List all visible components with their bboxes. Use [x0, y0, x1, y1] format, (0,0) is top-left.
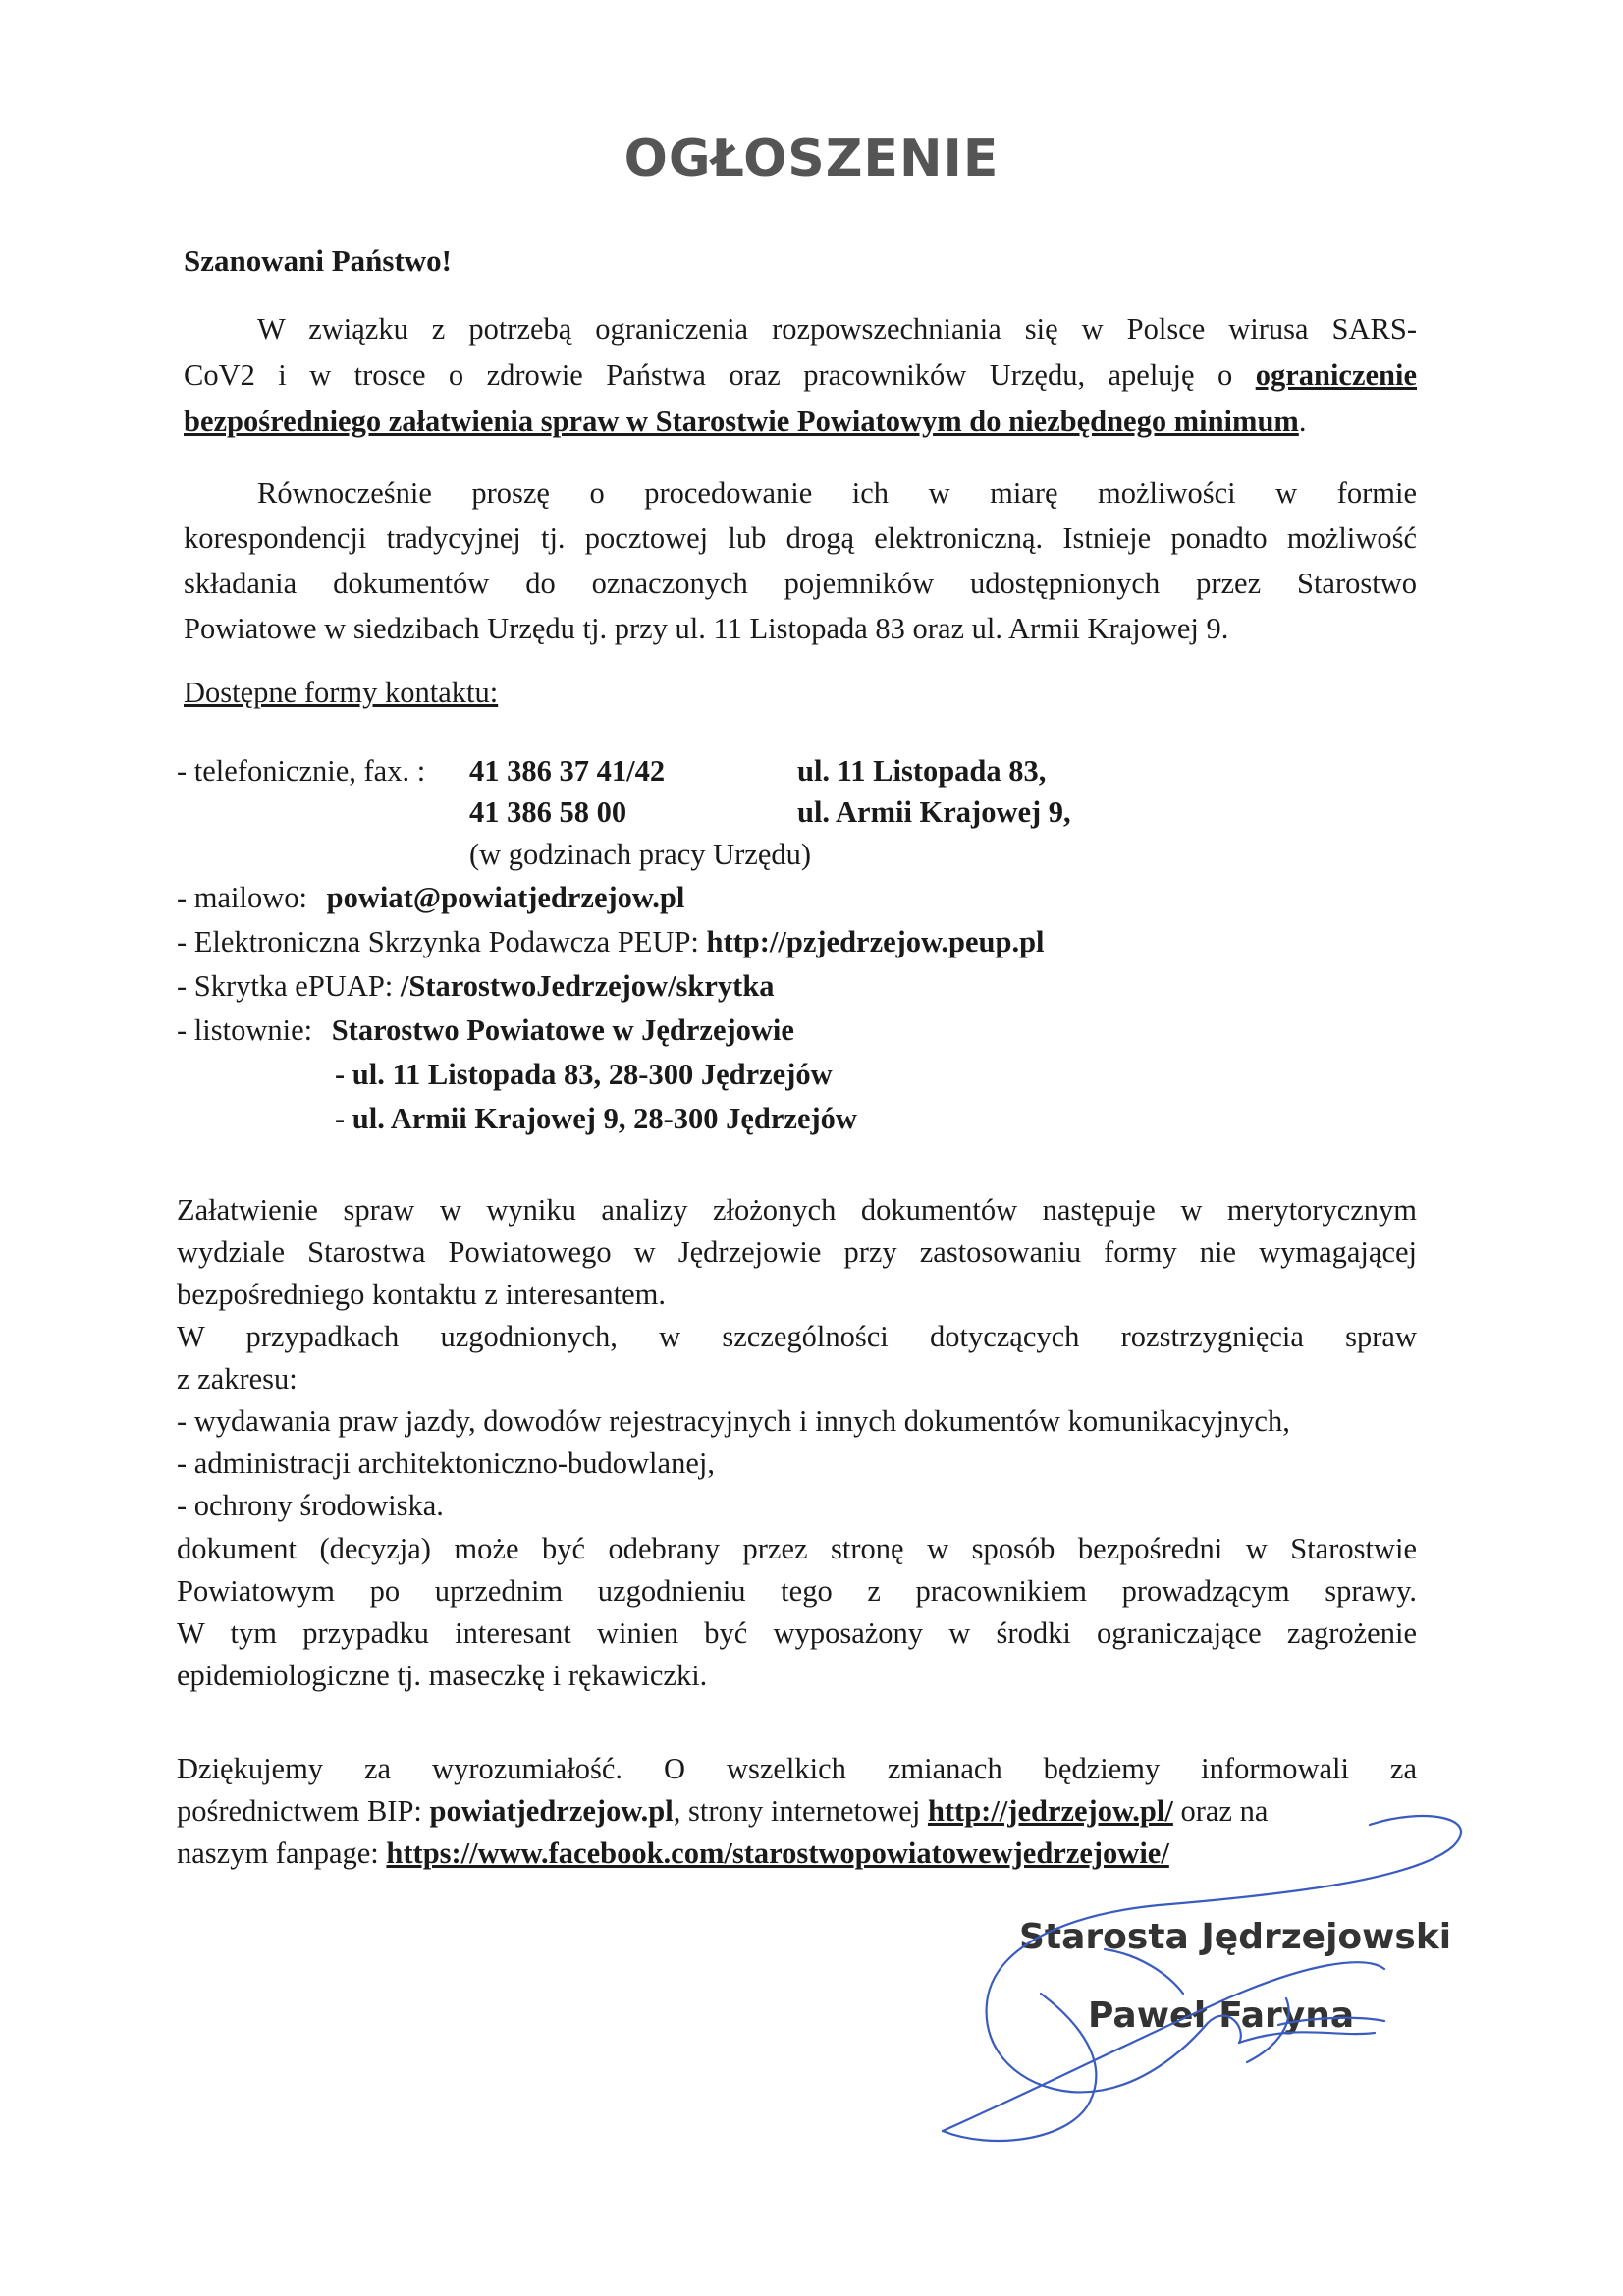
para2-line4: Powiatowe w siedzibach Urzędu tj. przy ul. 11 Listopada 83 oraz ul. Armii Krajowej 9. [184, 612, 1229, 645]
para4-line3: naszym fanpage: https://www.facebook.com/starostwopowiatowewjedrzejowie/ [177, 1836, 1169, 1870]
emphasis-text: ograniczenie [1255, 358, 1417, 392]
para1-line2: CoV2 i w trosce o zdrowie Państwa oraz pracowników Urzędu, apeluję o ograniczenie [184, 358, 1417, 392]
signature-name: Paweł Faryna [1088, 1995, 1355, 2036]
para3-line1: Załatwienie spraw w wyniku analizy złożonych dokumentów następuje w merytorycznym [177, 1193, 1417, 1227]
para3-line12: epidemiologiczne tj. maseczkę i rękawiczki. [177, 1659, 708, 1692]
para1-line1: W związku z potrzebą ograniczenia rozpowszechniania się w Polsce wirusa SARS- [257, 312, 1417, 346]
email-link[interactable]: powiat@powiatjedrzejow.pl [326, 881, 685, 914]
epuap-row: - Skrytka ePUAP: /StarostwoJedrzejow/skrytka [177, 969, 775, 1003]
para3-line9: dokument (decyzja) może być odebrany przez stronę w sposób bezpośredni w Starostwie [177, 1532, 1417, 1565]
para2-line2: korespondencji tradycyjnej tj. pocztowej lub drogą elektroniczną. Istnieje ponadto możliwość [184, 521, 1417, 555]
post-address-1: - ul. 11 Listopada 83, 28-300 Jędrzejów [335, 1058, 833, 1091]
para4-line2: pośrednictwem BIP: powiatjedrzejow.pl, strony internetowej http://jedrzejow.pl/ oraz na [177, 1794, 1269, 1828]
mail-row: - mailowo: powiat@powiatjedrzejow.pl [177, 881, 685, 914]
signature-role: Starosta Jędrzejowski [1019, 1917, 1452, 1957]
para2-line1: Równocześnie proszę o procedowanie ich w miarę możliwości w formie [257, 476, 1417, 510]
para3-list-item-1: - wydawania praw jazdy, dowodów rejestracyjnych i innych dokumentów komunikacyjnych, [177, 1404, 1290, 1438]
contact-heading: Dostępne formy kontaktu: [184, 676, 499, 709]
epuap-link[interactable]: /StarostwoJedrzejow/skrytka [400, 969, 775, 1003]
para2-line3: składania dokumentów do oznaczonych pojemników udostępnionych przez Starostwo [184, 567, 1417, 600]
office-hours: (w godzinach pracy Urzędu) [469, 838, 812, 871]
address-2: ul. Armii Krajowej 9, [797, 795, 1071, 829]
post-address-2: - ul. Armii Krajowej 9, 28-300 Jędrzejów [335, 1102, 857, 1135]
post-row: - listownie: Starostwo Powiatowe w Jędrzejowie [177, 1013, 794, 1047]
para3-line11: W tym przypadku interesant winien być wyposażony w środki ograniczające zagrożenie [177, 1616, 1417, 1650]
para3-line2: wydziale Starostwa Powiatowego w Jędrzejowie przy zastosowaniu formy nie wymagającej [177, 1235, 1417, 1269]
para3-line4: W przypadkach uzgodnionych, w szczególności dotyczących rozstrzygnięcia spraw [177, 1320, 1417, 1353]
peup-row: - Elektroniczna Skrzynka Podawcza PEUP: http://pzjedrzejow.peup.pl [177, 925, 1045, 958]
bip-link[interactable]: powiatjedrzejow.pl [429, 1794, 674, 1828]
facebook-link[interactable]: https://www.facebook.com/starostwopowiatowewjedrzejowie/ [386, 1836, 1169, 1870]
website-link[interactable]: http://jedrzejow.pl/ [927, 1794, 1173, 1828]
emphasis-text: bezpośredniego załatwienia spraw w Starostwie Powiatowym do niezbędnego minimum [184, 405, 1299, 438]
phone-label: - telefonicznie, fax. : [177, 754, 426, 788]
phone-number-1[interactable]: 41 386 37 41/42 [469, 754, 666, 788]
para4-line1: Dziękujemy za wyrozumiałość. O wszelkich zmianach będziemy informowali za [177, 1752, 1417, 1785]
address-1: ul. 11 Listopada 83, [797, 754, 1047, 788]
para3-line5: z zakresu: [177, 1362, 298, 1395]
para3-line10: Powiatowym po uprzednim uzgodnieniu tego z pracownikiem prowadzącym sprawy. [177, 1574, 1417, 1608]
para3-list-item-3: - ochrony środowiska. [177, 1489, 444, 1522]
para3-list-item-2: - administracji architektoniczno-budowlanej, [177, 1447, 715, 1480]
para1-line3: bezpośredniego załatwienia spraw w Starostwie Powiatowym do niezbędnego minimum. [184, 405, 1307, 438]
para3-line3: bezpośredniego kontaktu z interesantem. [177, 1278, 666, 1311]
post-recipient: Starostwo Powiatowe w Jędrzejowie [331, 1013, 794, 1047]
greeting: Szanowani Państwo! [184, 244, 453, 278]
phone-number-2[interactable]: 41 386 58 00 [469, 795, 627, 829]
peup-link[interactable]: http://pzjedrzejow.peup.pl [706, 925, 1045, 958]
page-title: OGŁOSZENIE [623, 130, 1000, 189]
